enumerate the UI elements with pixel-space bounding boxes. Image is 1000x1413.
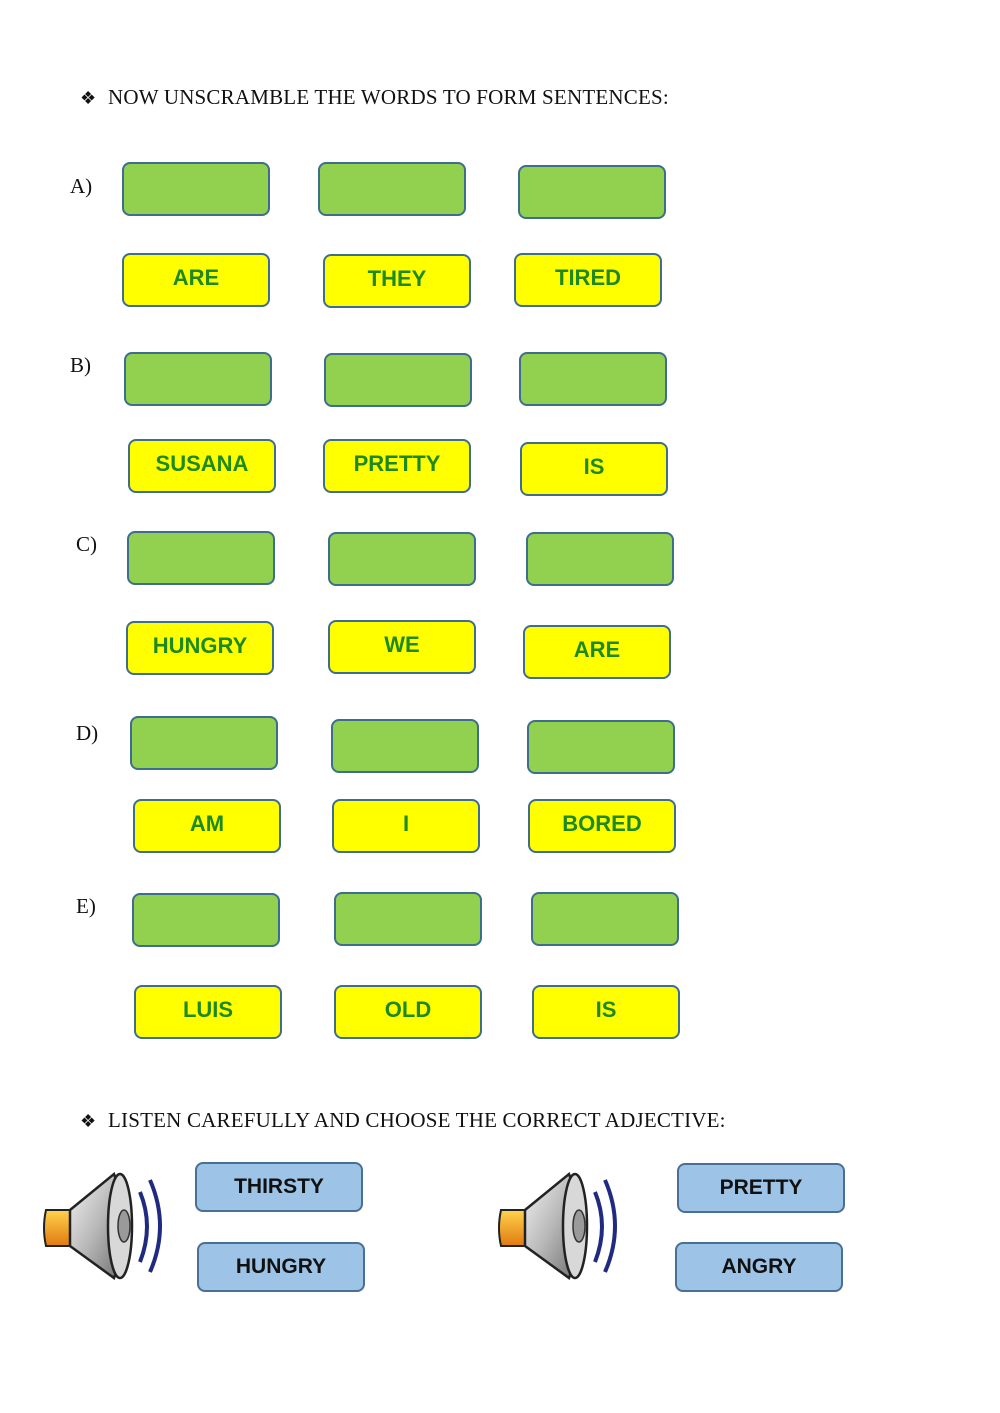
word-tile-e1[interactable]: LUIS: [134, 985, 282, 1039]
instruction-text: LISTEN CAREFULLY AND CHOOSE THE CORRECT ADJECTIVE:: [108, 1108, 726, 1132]
word-tile-c1[interactable]: HUNGRY: [126, 621, 274, 675]
answer-slot-e3[interactable]: [531, 892, 679, 946]
instruction-listen: [80, 1108, 726, 1133]
answer-slot-c2[interactable]: [328, 532, 476, 586]
word-tile-d3[interactable]: BORED: [528, 799, 676, 853]
answer-slot-c1[interactable]: [127, 531, 275, 585]
word-tile-b3[interactable]: IS: [520, 442, 668, 496]
instruction-text: NOW UNSCRAMBLE THE WORDS TO FORM SENTENCES:: [108, 85, 669, 109]
row-label-e: E): [76, 894, 96, 918]
bullet-icon: ❖: [80, 1111, 97, 1131]
choice-1-option-1[interactable]: THIRSTY: [195, 1162, 363, 1212]
row-label-c: C): [76, 532, 97, 556]
choice-2-option-2[interactable]: ANGRY: [675, 1242, 843, 1292]
answer-slot-b1[interactable]: [124, 352, 272, 406]
row-label-b: B): [70, 353, 91, 377]
instruction-unscramble: [80, 85, 669, 110]
speaker-icon[interactable]: [40, 1168, 170, 1283]
word-tile-a2[interactable]: THEY: [323, 254, 471, 308]
word-tile-d2[interactable]: I: [332, 799, 480, 853]
word-tile-a1[interactable]: ARE: [122, 253, 270, 307]
answer-slot-d2[interactable]: [331, 719, 479, 773]
speaker-icon[interactable]: [495, 1168, 625, 1283]
answer-slot-e2[interactable]: [334, 892, 482, 946]
row-label-a: A): [70, 174, 93, 198]
answer-slot-d3[interactable]: [527, 720, 675, 774]
choice-2-option-1[interactable]: PRETTY: [677, 1163, 845, 1213]
answer-slot-d1[interactable]: [130, 716, 278, 770]
choice-1-option-2[interactable]: HUNGRY: [197, 1242, 365, 1292]
word-tile-c3[interactable]: ARE: [523, 625, 671, 679]
answer-slot-a1[interactable]: [122, 162, 270, 216]
answer-slot-b3[interactable]: [519, 352, 667, 406]
bullet-icon: ❖: [80, 88, 97, 108]
word-tile-c2[interactable]: WE: [328, 620, 476, 674]
answer-slot-b2[interactable]: [324, 353, 472, 407]
row-label-d: D): [76, 721, 99, 745]
answer-slot-a3[interactable]: [518, 165, 666, 219]
word-tile-e2[interactable]: OLD: [334, 985, 482, 1039]
word-tile-a3[interactable]: TIRED: [514, 253, 662, 307]
answer-slot-a2[interactable]: [318, 162, 466, 216]
word-tile-e3[interactable]: IS: [532, 985, 680, 1039]
word-tile-d1[interactable]: AM: [133, 799, 281, 853]
word-tile-b1[interactable]: SUSANA: [128, 439, 276, 493]
word-tile-b2[interactable]: PRETTY: [323, 439, 471, 493]
answer-slot-c3[interactable]: [526, 532, 674, 586]
answer-slot-e1[interactable]: [132, 893, 280, 947]
